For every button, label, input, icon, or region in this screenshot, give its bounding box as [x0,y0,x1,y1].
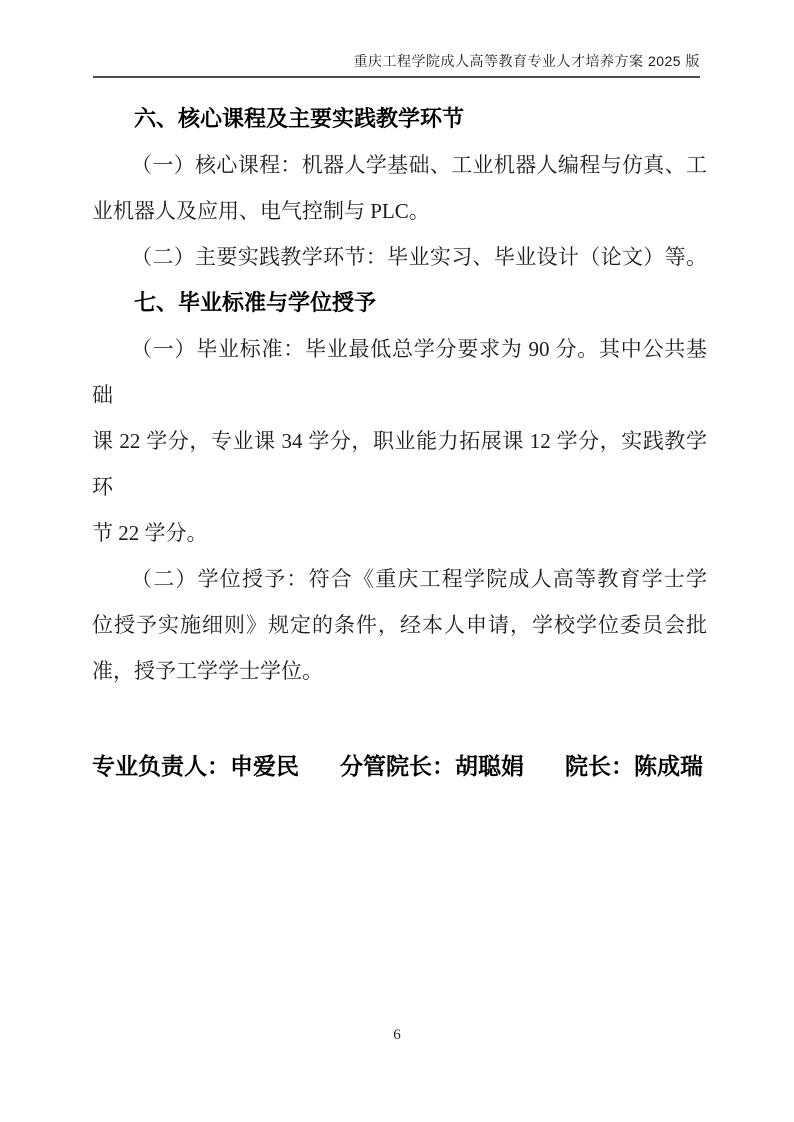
page-number: 6 [393,1027,401,1043]
paragraph [92,556,707,694]
signature-program-lead [92,744,299,790]
text-line: 位授予实施细则》规定的条件，经本人申请，学校学位委员会批 [92,613,707,637]
signature-dean [565,744,703,790]
section-heading-7: 七、毕业标准与学位授予 [134,290,377,315]
text-line: 节 22 学分。 [92,521,208,545]
text-line: 准，授予工学学士学位。 [92,659,323,683]
signature-role-label: 分管院长： [340,754,455,779]
text-line: 业机器人及应用、电气控制与 PLC。 [92,199,430,223]
text-line: （一）核心课程：机器人学基础、工业机器人编程与仿真、工 [131,153,707,177]
paragraph [92,142,707,234]
text-line: （二）主要实践教学环节：毕业实习、毕业设计（论文）等。 [131,245,707,269]
text-line: （一）毕业标准：毕业最低总学分要求为 90 分。其中公共基础 [92,337,707,407]
text-line: （二）学位授予：符合《重庆工程学院成人高等教育学士学 [131,567,707,591]
signature-role-label: 专业负责人： [92,754,230,779]
signature-vice-dean [340,744,524,790]
signature-role-label: 院长： [565,754,634,779]
section-heading-6: 六、核心课程及主要实践教学环节 [134,106,465,131]
signature-name: 陈成瑞 [634,754,703,779]
header-rule [93,76,700,78]
paragraph [92,326,707,556]
page-header [93,52,700,70]
paragraph [92,234,707,280]
text-line: 课 22 学分，专业课 34 学分，职业能力拓展课 12 学分，实践教学环 [92,429,707,499]
signature-name: 申爱民 [230,754,299,779]
signature-name: 胡聪娟 [455,754,524,779]
page-footer [0,1024,794,1046]
document-body [92,96,707,790]
running-title: 重庆工程学院成人高等教育专业人才培养方案 2025 版 [353,53,700,69]
signature-line [92,744,703,790]
